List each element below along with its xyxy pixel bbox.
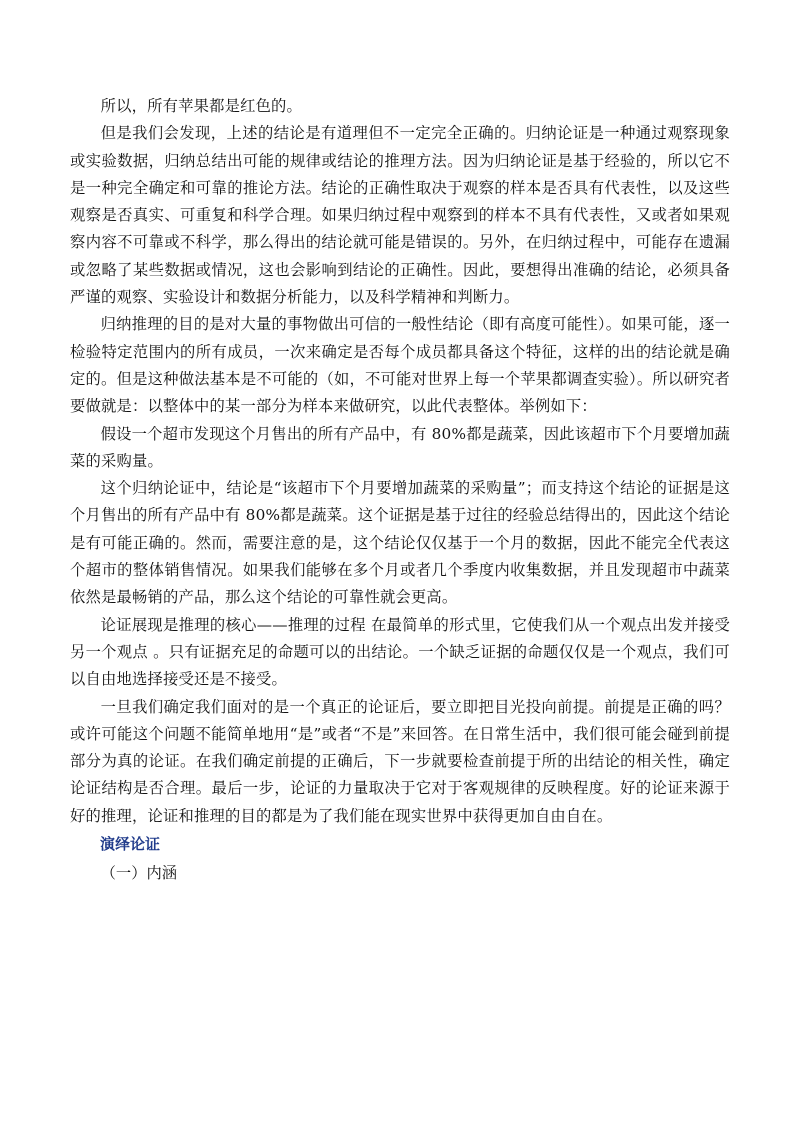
paragraph-argument-core: 论证展现是推理的核心——推理的过程 在最简单的形式里，它使我们从一个观点出发并接受另一个观点 。只有证据充足的命题可以的出结论。一个缺乏证据的命题仅仅是一个观点，我们可以自由地选择接受还是不接受。 <box>70 615 730 689</box>
paragraph-supermarket-example: 假设一个超市发现这个月售出的所有产品中，有 80%都是蔬菜，因此该超市下个月要增加蔬菜的采购量。 <box>70 424 730 470</box>
paragraph-inductive-argument-explanation: 但是我们会发现，上述的结论是有道理但不一定完全正确的。归纳论证是一种通过观察现象或实验数据，归纳总结出可能的规律或结论的推理方法。因为归纳论证是基于经验的，所以它不是一种完全确定和可靠的推论方法。结论的正确性取决于观察的样本是否具有代表性，以及这些观察是否真实、可重复和科学合理。如果归纳过程中观察到的样本不具有代表性，又或者如果观察内容不可靠或不科学，那么得出的结论就可能是错误的。另外，在归纳过程中，可能存在遗漏或忽略了某些数据或情况，这也会影响到结论的正确性。因此，要想得出准确的结论，必须具备严谨的观察、实验设计和数据分析能力，以及科学精神和判断力。 <box>70 124 730 307</box>
document-page <box>70 93 730 888</box>
subsection-heading-connotation: （一）内涵 <box>100 864 178 883</box>
paragraph-example-analysis: 这个归纳论证中，结论是“该超市下个月要增加蔬菜的采购量”；而支持这个结论的证据是这个月售出的所有产品中有 80%都是蔬菜。这个证据是基于过往的经验总结得出的，因此这个结论是有可能正确的。然而，需要注意的是，这个结论仅仅基于一个月的数据，因此不能完全代表这个超市的整体销售情况。如果我们能够在多个月或者几个季度内收集数据，并且发现超市中蔬菜依然是最畅销的产品，那么这个结论的可靠性就会更高。 <box>70 479 730 607</box>
paragraph-premise-check: 一旦我们确定我们面对的是一个真正的论证后，要立即把目光投向前提。前提是正确的吗？或许可能这个问题不能简单地用“是”或者“不是”来回答。在日常生活中，我们很可能会碰到前提部分为真的论证。在我们确定前提的正确后，下一步就要检查前提于所的出结论的相关性，确定论证结构是否合理。最后一步，论证的力量取决于它对于客观规律的反映程度。好的论证来源于好的推理，论证和推理的目的都是为了我们能在现实世界中获得更加自由自在。 <box>70 697 730 825</box>
section-heading-deductive-argument: 演绎论证 <box>100 835 161 854</box>
paragraph-conclusion-red-apples: 所以，所有苹果都是红色的。 <box>100 97 303 115</box>
paragraph-inductive-reasoning-purpose: 归纳推理的目的是对大量的事物做出可信的一般性结论（即有高度可能性）。如果可能，逐一检验特定范围内的所有成员，一次来确定是否每个成员都具备这个特征，这样的出的结论就是确定的。但是这种做法基本是不可能的（如，不可能对世界上每一个苹果都调查实验）。所以研究者要做就是：以整体中的某一部分为样本来做研究，以此代表整体。举例如下： <box>70 315 730 416</box>
